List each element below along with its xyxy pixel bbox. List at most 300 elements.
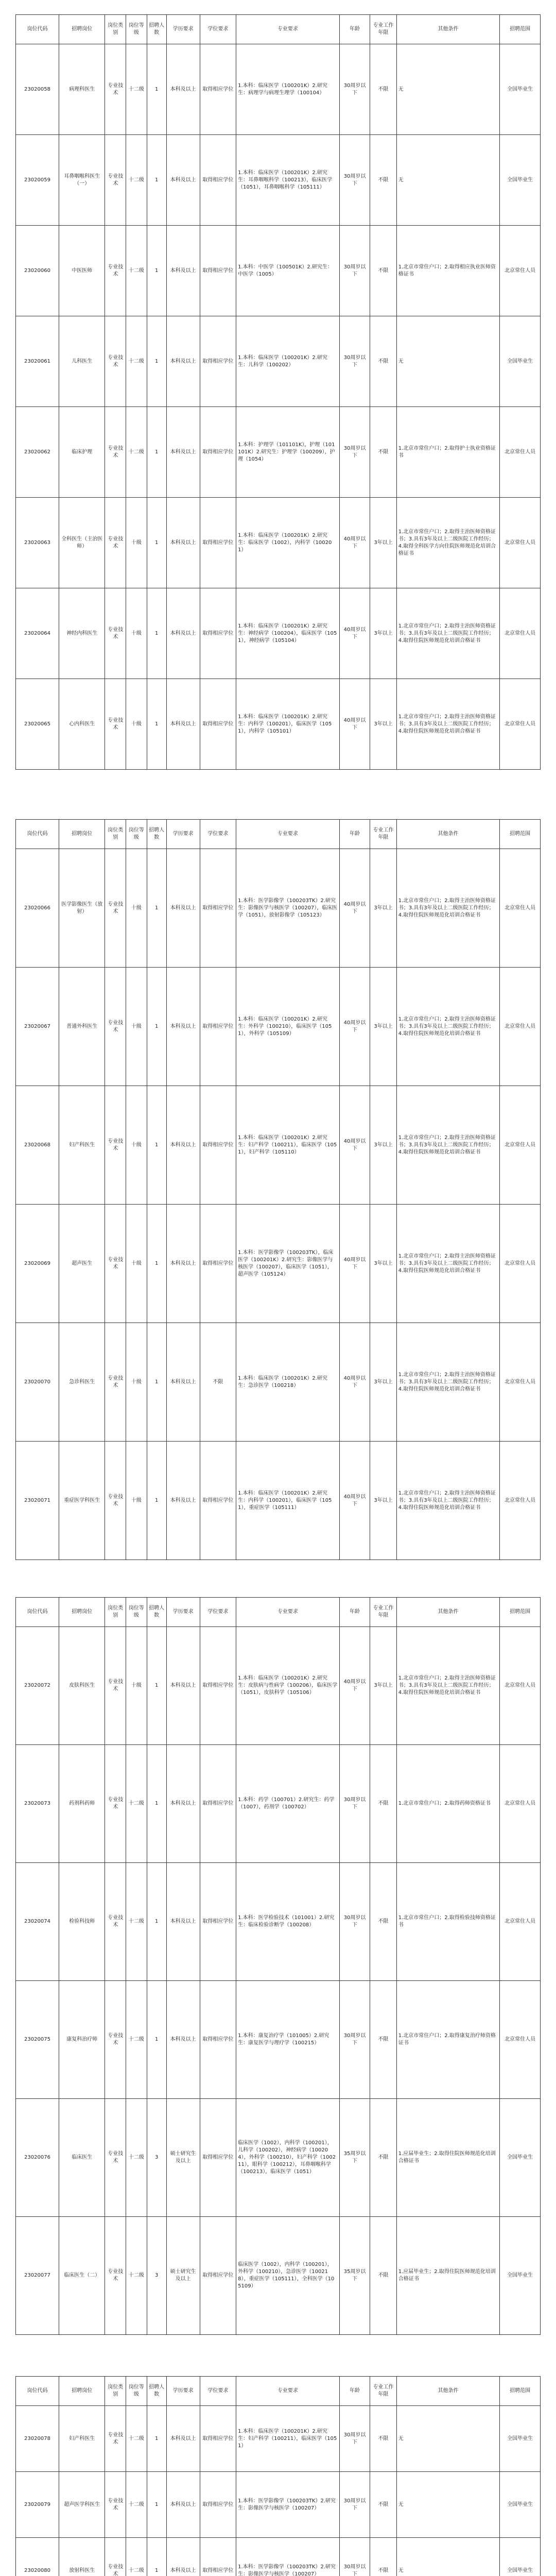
cell-edu: 本科及以上 [166,44,200,135]
cell-num: 3 [147,2217,166,2335]
cell-deg: 取得相应学位 [200,588,236,679]
cell-lvl: 十级 [126,1086,147,1205]
cell-age: 40周岁以下 [339,588,370,679]
cell-post: 急诊科医生 [59,1323,105,1442]
cell-major: 1.本科：临床医学（100201K）2.研究生：妇产科学（100211），临床医学（1051） [236,2406,340,2472]
cell-lvl: 十级 [126,679,147,770]
cell-cat: 专业技术 [105,1323,126,1442]
cell-other: 1.北京市常住户口；2.取得主治医师资格证书；3.具有3年及以上二级医院工作经历；4.取得住院医师规范化培训合格证书 [396,1442,500,1560]
cell-cat: 专业技术 [105,849,126,968]
cell-major: 临床医学（1002），内科学（100201），外科学（100210），急诊医学（100218），重症医学（105111），全科医学（105109） [236,2217,340,2335]
cell-other: 1.北京市常住户口；2.取得主治医师资格证书；3.具有3年及以上二级医院工作经历；4.取得住院医师规范化培训合格证书 [396,1323,500,1442]
cell-cat: 专业技术 [105,498,126,588]
cell-major: 1.本科：临床医学（100201K）2.研究生：皮肤病与性病学（100206），临床医学（1051），皮肤科学（105106） [236,1627,340,1745]
cell-edu: 本科及以上 [166,2406,200,2472]
cell-post: 妇产科医生 [59,1086,105,1205]
cell-num: 1 [147,135,166,226]
cell-num: 1 [147,679,166,770]
cell-other: 1.北京市常住户口；2.取得护士执业资格证书 [396,407,500,498]
header-row [16,2377,541,2406]
cell-num: 1 [147,588,166,679]
table-row [16,1323,541,1442]
cell-code: 23020073 [16,1745,59,1863]
cell-major: 1.本科：临床医学（100201K）2.研究生：神经病学（100204），临床医学（1051），神经病学（105104） [236,588,340,679]
cell-lvl: 十二级 [126,2472,147,2538]
cell-deg: 不限 [200,1323,236,1442]
cell-other: 1.北京市常住户口；2.取得药师资格证书 [396,1745,500,1863]
cell-other: 无 [396,2406,500,2472]
table-row [16,2217,541,2335]
cell-post: 放射科医生 [59,2538,105,2576]
cell-deg: 取得相应学位 [200,498,236,588]
cell-yrs: 不限 [370,135,396,226]
cell-cat: 专业技术 [105,44,126,135]
cell-scope: 北京常住人员 [500,407,541,498]
cell-other: 无 [396,135,500,226]
cell-post: 临床医生（二） [59,2217,105,2335]
cell-edu: 本科及以上 [166,135,200,226]
recruitment-table [15,1597,541,2335]
cell-other: 1.北京市常住户口；2.取得主治医师资格证书；3.具有3年及以上二级医院工作经历；4.取得住院医师规范化培训合格证书 [396,849,500,968]
cell-yrs: 不限 [370,1981,396,2099]
cell-post: 妇产科医生 [59,2406,105,2472]
cell-deg: 取得相应学位 [200,2406,236,2472]
cell-scope: 全国毕业生 [500,316,541,407]
column-header: 岗位等级 [126,2377,147,2406]
cell-code: 23020071 [16,1442,59,1560]
cell-age: 30周岁以下 [339,135,370,226]
cell-lvl: 十二级 [126,1981,147,2099]
cell-code: 23020061 [16,316,59,407]
cell-code: 23020075 [16,1981,59,2099]
cell-other: 1.北京市常住户口；2.取得主治医师资格证书；3.具有3年及以上二级医院工作经历；4.取得住院医师规范化培训合格证书 [396,679,500,770]
table-row [16,1627,541,1745]
cell-age: 40周岁以下 [339,1086,370,1205]
column-header: 其他条件 [396,820,500,849]
cell-major: 1.本科：临床医学（100201K）2.研究生：儿科学（100202） [236,316,340,407]
cell-age: 40周岁以下 [339,849,370,968]
cell-edu: 本科及以上 [166,226,200,316]
cell-code: 23020069 [16,1205,59,1323]
table-row [16,316,541,407]
table-row [16,407,541,498]
cell-num: 1 [147,1205,166,1323]
cell-major: 临床医学（1002），内科学（100201），儿科学（100202），神经病学（100204），外科学（100210），妇产科学（100211），眼科学（100212），耳鼻咽喉科学（100213），临床医学（1051） [236,2099,340,2217]
column-header: 专业要求 [236,820,340,849]
cell-num: 1 [147,2472,166,2538]
cell-code: 23020074 [16,1863,59,1981]
cell-deg: 取得相应学位 [200,135,236,226]
cell-num: 1 [147,1627,166,1745]
cell-edu: 本科及以上 [166,1863,200,1981]
cell-edu: 本科及以上 [166,968,200,1086]
cell-post: 耳鼻咽喉科医生（一） [59,135,105,226]
column-header: 招聘范围 [500,15,541,44]
cell-deg: 取得相应学位 [200,679,236,770]
cell-scope: 北京常住人员 [500,1086,541,1205]
cell-num: 1 [147,2406,166,2472]
column-header: 学位要求 [200,1598,236,1627]
cell-lvl: 十二级 [126,1863,147,1981]
cell-scope: 全国毕业生 [500,2099,541,2217]
cell-major: 1.本科：医学检验技术（101001）2.研究生：临床检验诊断学（100208） [236,1863,340,1981]
cell-cat: 专业技术 [105,1205,126,1323]
cell-yrs: 3年以上 [370,1323,396,1442]
cell-deg: 取得相应学位 [200,1442,236,1560]
cell-age: 35周岁以下 [339,2099,370,2217]
cell-lvl: 十级 [126,849,147,968]
recruitment-table-page [15,819,541,1560]
cell-num: 1 [147,498,166,588]
column-header: 岗位代码 [16,2377,59,2406]
cell-code: 23020072 [16,1627,59,1745]
cell-major: 1.本科：临床医学（100201K）2.研究生：临床医学（1002），内科学（100201） [236,498,340,588]
cell-other: 1.北京市常住户口；2.取得检验技师资格证书 [396,1863,500,1981]
cell-num: 1 [147,1745,166,1863]
column-header: 学历要求 [166,15,200,44]
cell-age: 30周岁以下 [339,2472,370,2538]
cell-cat: 专业技术 [105,2406,126,2472]
cell-edu: 本科及以上 [166,679,200,770]
cell-deg: 取得相应学位 [200,2538,236,2576]
cell-cat: 专业技术 [105,968,126,1086]
cell-lvl: 十二级 [126,2538,147,2576]
cell-code: 23020067 [16,968,59,1086]
cell-major: 1.本科：药学（100701）2.研究生：药学（1007），药剂学（100702） [236,1745,340,1863]
cell-scope: 全国毕业生 [500,2217,541,2335]
recruitment-table [15,2376,541,2576]
cell-age: 40周岁以下 [339,498,370,588]
cell-major: 1.本科：中医学（100501K）2.研究生：中医学（1005） [236,226,340,316]
recruitment-table [15,819,541,1560]
cell-code: 23020077 [16,2217,59,2335]
cell-yrs: 不限 [370,316,396,407]
column-header: 年龄 [339,820,370,849]
cell-yrs: 3年以上 [370,1205,396,1323]
column-header: 其他条件 [396,15,500,44]
cell-num: 1 [147,1442,166,1560]
table-row [16,2099,541,2217]
cell-cat: 专业技术 [105,1086,126,1205]
column-header: 专业工作年限 [370,2377,396,2406]
cell-num: 3 [147,2099,166,2217]
column-header: 岗位等级 [126,1598,147,1627]
table-row [16,2472,541,2538]
table-row [16,679,541,770]
cell-post: 检验科技师 [59,1863,105,1981]
cell-deg: 取得相应学位 [200,2472,236,2538]
cell-scope: 全国毕业生 [500,2406,541,2472]
cell-other: 1.北京市常住户口；2.取得主治医师资格证书；3.具有3年及以上二级医院工作经历；4.取得住院医师规范化培训合格证书 [396,1205,500,1323]
cell-edu: 本科及以上 [166,1442,200,1560]
column-header: 其他条件 [396,2377,500,2406]
cell-num: 1 [147,1981,166,2099]
cell-code: 23020076 [16,2099,59,2217]
table-row [16,1745,541,1863]
cell-cat: 专业技术 [105,1981,126,2099]
column-header: 年龄 [339,2377,370,2406]
cell-other: 1.北京市常住户口；2.取得相应执业医师资格证书 [396,226,500,316]
cell-post: 皮肤科医生 [59,1627,105,1745]
cell-deg: 取得相应学位 [200,1627,236,1745]
column-header: 岗位类别 [105,820,126,849]
cell-yrs: 不限 [370,2472,396,2538]
column-header: 岗位类别 [105,2377,126,2406]
cell-cat: 专业技术 [105,588,126,679]
cell-other: 1.北京市常住户口；2.取得主治医师资格证书；3.具有3年及以上二级医院工作经历；4.取得住院医师规范化培训合格证书 [396,1627,500,1745]
table-row [16,1981,541,2099]
cell-yrs: 3年以上 [370,498,396,588]
table-row [16,226,541,316]
table-row [16,135,541,226]
cell-edu: 本科及以上 [166,1086,200,1205]
cell-yrs: 不限 [370,2099,396,2217]
cell-post: 神经内科医生 [59,588,105,679]
column-header: 岗位代码 [16,15,59,44]
cell-deg: 取得相应学位 [200,44,236,135]
cell-yrs: 不限 [370,2538,396,2576]
table-row [16,2406,541,2472]
cell-deg: 取得相应学位 [200,407,236,498]
cell-scope: 北京常住人员 [500,1205,541,1323]
cell-age: 40周岁以下 [339,1442,370,1560]
cell-post: 临床护理 [59,407,105,498]
cell-scope: 北京常住人员 [500,679,541,770]
cell-age: 30周岁以下 [339,2538,370,2576]
cell-scope: 全国毕业生 [500,44,541,135]
cell-lvl: 十二级 [126,407,147,498]
cell-other: 1.北京市常住户口；2.取得主治医师资格证书；3.具有3年及以上二级医院工作经历；4.取得住院医师规范化培训合格证书 [396,588,500,679]
cell-num: 1 [147,407,166,498]
cell-cat: 专业技术 [105,407,126,498]
cell-age: 30周岁以下 [339,407,370,498]
cell-post: 药剂科药师 [59,1745,105,1863]
cell-num: 1 [147,2538,166,2576]
column-header: 岗位代码 [16,1598,59,1627]
column-header: 专业工作年限 [370,1598,396,1627]
cell-other: 无 [396,44,500,135]
cell-major: 1.本科：临床医学（100201K）2.研究生：耳鼻咽喉科学（100213），临床医学（1051），耳鼻咽喉科学（105111） [236,135,340,226]
cell-post: 临床医生 [59,2099,105,2217]
column-header: 招聘范围 [500,820,541,849]
cell-scope: 北京常住人员 [500,1442,541,1560]
cell-edu: 本科及以上 [166,2472,200,2538]
cell-lvl: 十二级 [126,2406,147,2472]
cell-deg: 取得相应学位 [200,1205,236,1323]
cell-scope: 全国毕业生 [500,135,541,226]
cell-post: 超声医学科医生 [59,2472,105,2538]
cell-post: 医学影像医生（放射） [59,849,105,968]
cell-lvl: 十二级 [126,226,147,316]
column-header: 岗位等级 [126,820,147,849]
cell-deg: 取得相应学位 [200,1086,236,1205]
column-header: 招聘范围 [500,2377,541,2406]
cell-scope: 北京常住人员 [500,1627,541,1745]
header-row [16,820,541,849]
cell-age: 30周岁以下 [339,1863,370,1981]
cell-age: 40周岁以下 [339,1323,370,1442]
cell-major: 1.本科：临床医学（100201K）2.研究生：内科学（100201），临床医学（1051），内科学（105101） [236,679,340,770]
cell-cat: 专业技术 [105,1863,126,1981]
cell-cat: 专业技术 [105,679,126,770]
cell-cat: 专业技术 [105,1627,126,1745]
cell-yrs: 不限 [370,1745,396,1863]
cell-post: 心内科医生 [59,679,105,770]
cell-major: 1.本科：医学影像学（100203TK）2.研究生：影像医学与核医学（100207），临床医学（1051），放射影像学（105123） [236,849,340,968]
cell-deg: 取得相应学位 [200,849,236,968]
cell-deg: 取得相应学位 [200,968,236,1086]
cell-cat: 专业技术 [105,1745,126,1863]
cell-major: 1.本科：临床医学（100201K）2.研究生：病理学与病理生理学（100104） [236,44,340,135]
cell-lvl: 十级 [126,1205,147,1323]
cell-scope: 全国毕业生 [500,2538,541,2576]
cell-major: 1.本科：医学影像学（100203TK）2.研究生：影像医学与核医学（100207） [236,2538,340,2576]
cell-code: 23020058 [16,44,59,135]
column-header: 岗位类别 [105,15,126,44]
cell-other: 无 [396,2538,500,2576]
column-header: 年龄 [339,15,370,44]
cell-age: 30周岁以下 [339,226,370,316]
cell-scope: 北京常住人员 [500,498,541,588]
cell-code: 23020064 [16,588,59,679]
cell-edu: 本科及以上 [166,588,200,679]
cell-code: 23020068 [16,1086,59,1205]
cell-post: 普通外科医生 [59,968,105,1086]
cell-post: 中医医师 [59,226,105,316]
cell-lvl: 十级 [126,1323,147,1442]
table-row [16,1863,541,1981]
column-header: 招聘人数 [147,820,166,849]
cell-major: 1.本科：临床医学（100201K）2.研究生：急诊医学（100218） [236,1323,340,1442]
cell-lvl: 十级 [126,588,147,679]
column-header: 专业要求 [236,15,340,44]
recruitment-table-page [15,2376,541,2576]
cell-cat: 专业技术 [105,2099,126,2217]
table-row [16,1205,541,1323]
cell-code: 23020066 [16,849,59,968]
cell-deg: 取得相应学位 [200,1981,236,2099]
table-row [16,2538,541,2576]
cell-cat: 专业技术 [105,316,126,407]
cell-lvl: 十二级 [126,44,147,135]
cell-lvl: 十级 [126,1442,147,1560]
cell-edu: 硕士研究生及以上 [166,2099,200,2217]
cell-age: 30周岁以下 [339,1745,370,1863]
table-row [16,498,541,588]
cell-scope: 北京常住人员 [500,968,541,1086]
cell-code: 23020078 [16,2406,59,2472]
cell-yrs: 不限 [370,44,396,135]
cell-post: 全科医生（主治医师） [59,498,105,588]
table-row [16,44,541,135]
column-header: 招聘人数 [147,2377,166,2406]
cell-other: 1.应届毕业生；2.取得住院医师规范化培训合格证书 [396,2099,500,2217]
cell-major: 1.本科：医学影像学（100203TK）2.研究生：影像医学与核医学（100207） [236,2472,340,2538]
recruitment-table [15,14,541,770]
cell-num: 1 [147,1863,166,1981]
cell-scope: 北京常住人员 [500,1323,541,1442]
cell-lvl: 十级 [126,1627,147,1745]
cell-scope: 北京常住人员 [500,849,541,968]
header-row [16,1598,541,1627]
cell-lvl: 十二级 [126,316,147,407]
cell-yrs: 不限 [370,407,396,498]
cell-deg: 取得相应学位 [200,2217,236,2335]
cell-yrs: 不限 [370,2217,396,2335]
cell-num: 1 [147,316,166,407]
cell-edu: 本科及以上 [166,1627,200,1745]
column-header: 学位要求 [200,2377,236,2406]
cell-code: 23020062 [16,407,59,498]
cell-lvl: 十二级 [126,1745,147,1863]
cell-age: 35周岁以下 [339,2217,370,2335]
header-row [16,15,541,44]
cell-age: 30周岁以下 [339,316,370,407]
cell-scope: 北京常住人员 [500,1745,541,1863]
cell-major: 1.本科：临床医学（100201K）2.研究生：妇产科学（100211），临床医学（1051），妇产科学（105110） [236,1086,340,1205]
cell-post: 康复科治疗师 [59,1981,105,2099]
cell-code: 23020080 [16,2538,59,2576]
cell-edu: 本科及以上 [166,849,200,968]
cell-major: 1.本科：临床医学（100201K）2.研究生：内科学（100201），临床医学（1051），重症医学（105111） [236,1442,340,1560]
cell-num: 1 [147,1323,166,1442]
cell-num: 1 [147,1086,166,1205]
cell-other: 1.北京市常住户口；2.取得主治医师资格证书；3.具有3年及以上二级医院工作经历；4.取得住院医师规范化培训合格证书 [396,1086,500,1205]
cell-major: 1.本科：康复治疗学（101005）2.研究生：康复医学与理疗学（100215） [236,1981,340,2099]
cell-post: 儿科医生 [59,316,105,407]
column-header: 学位要求 [200,15,236,44]
column-header: 招聘岗位 [59,15,105,44]
column-header: 招聘人数 [147,1598,166,1627]
column-header: 年龄 [339,1598,370,1627]
cell-yrs: 不限 [370,2406,396,2472]
column-header: 学历要求 [166,2377,200,2406]
cell-num: 1 [147,44,166,135]
cell-deg: 取得相应学位 [200,226,236,316]
cell-yrs: 3年以上 [370,679,396,770]
column-header: 学历要求 [166,820,200,849]
cell-edu: 本科及以上 [166,1745,200,1863]
column-header: 招聘范围 [500,1598,541,1627]
cell-code: 23020059 [16,135,59,226]
table-row [16,588,541,679]
cell-age: 40周岁以下 [339,1205,370,1323]
cell-yrs: 3年以上 [370,968,396,1086]
cell-other: 无 [396,316,500,407]
column-header: 岗位等级 [126,15,147,44]
cell-edu: 硕士研究生及以上 [166,2217,200,2335]
cell-edu: 本科及以上 [166,2538,200,2576]
cell-age: 40周岁以下 [339,1627,370,1745]
cell-code: 23020065 [16,679,59,770]
column-header: 招聘岗位 [59,2377,105,2406]
table-row [16,1086,541,1205]
cell-deg: 取得相应学位 [200,2099,236,2217]
cell-deg: 取得相应学位 [200,316,236,407]
cell-num: 1 [147,226,166,316]
cell-scope: 北京常住人员 [500,1981,541,2099]
cell-post: 超声医生 [59,1205,105,1323]
cell-num: 1 [147,849,166,968]
cell-other: 1.北京市常住户口；2.取得康复治疗师资格证书 [396,1981,500,2099]
cell-deg: 取得相应学位 [200,1863,236,1981]
cell-deg: 取得相应学位 [200,1745,236,1863]
column-header: 专业工作年限 [370,820,396,849]
cell-cat: 专业技术 [105,2538,126,2576]
cell-edu: 本科及以上 [166,316,200,407]
table-row [16,849,541,968]
cell-code: 23020063 [16,498,59,588]
